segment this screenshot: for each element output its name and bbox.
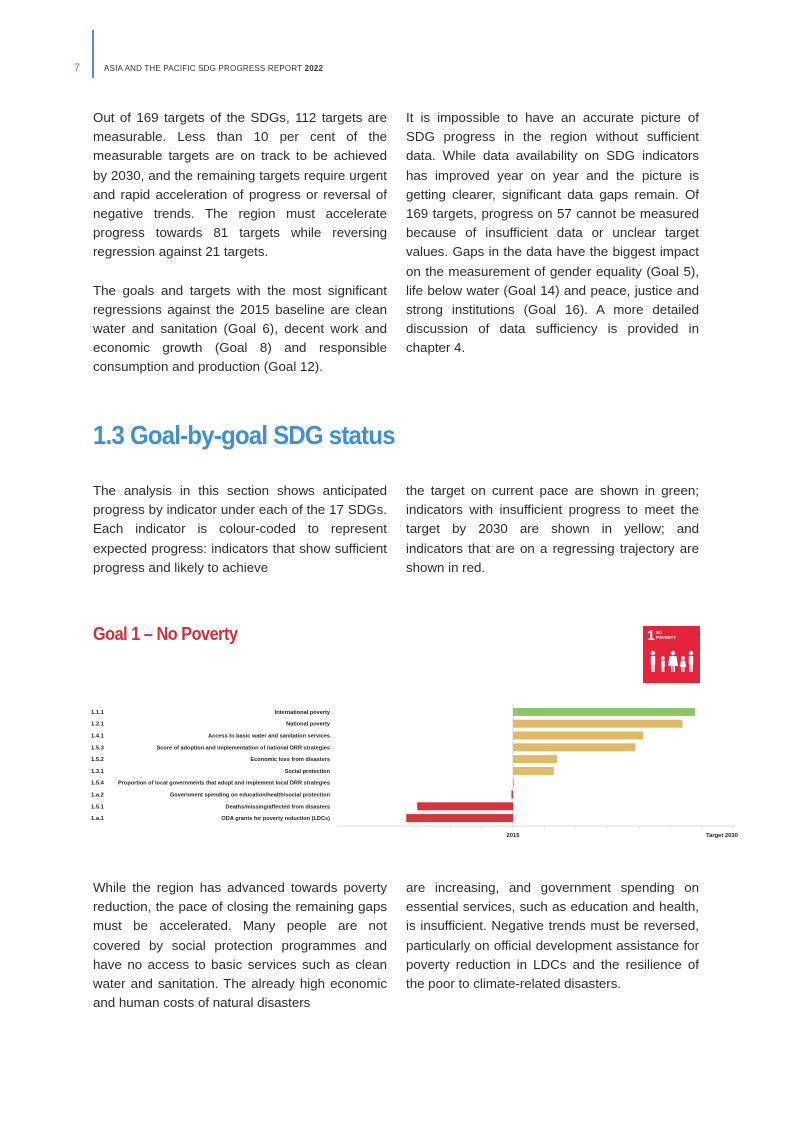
indicator-name: ODA grants for poverty reduction (LDCs) [221, 816, 330, 823]
indicator-name: Social protection [284, 768, 330, 775]
indicator-bar [513, 755, 557, 763]
page-number: 7 [74, 62, 81, 74]
indicator-name: National poverty [286, 721, 330, 728]
indicator-bar [513, 708, 695, 716]
intro-right-column [406, 108, 699, 358]
indicator-bar [513, 720, 683, 728]
running-title [104, 64, 323, 73]
indicator-bar [513, 767, 554, 775]
indicator-code: 1.3.1 [91, 768, 104, 775]
indicator-bar [513, 779, 514, 787]
indicator-code: 1.a.2 [91, 792, 104, 799]
indicator-code: 1.4.1 [91, 733, 104, 740]
indicator-bar [406, 814, 513, 822]
intro-paragraph: The goals and targets with the most significant regressions against the 2015 baseline are clean water and sanitation (Goal 6), decent work and economic growth (Goal 8) and responsible consumption and production (Goal 12). [93, 282, 387, 375]
x-tick-label: 2015 [506, 833, 520, 839]
running-title-text: ASIA AND THE PACIFIC SDG PROGRESS REPORT [104, 64, 303, 73]
family-icon [649, 650, 695, 674]
indicator-code: 1.5.3 [91, 745, 104, 752]
section-paragraph: the target on current pace are shown in green; indicators with insufficient progress to meet the target by 2030 are shown in yellow; and indicators that are on a regressing trajectory are shown in red. [406, 483, 699, 575]
indicator-name: Proportion of local governments that adopt and implement local DRR strategies [118, 780, 330, 787]
page-header [0, 0, 793, 80]
closing-paragraph: are increasing, and government spending on essential services, such as education and health, is insufficient. Negative trends must be reversed, particularly on official development assistance for poverty reduction in LDCs and the resilience of the poor to climate-related disasters. [406, 880, 699, 992]
running-title-year: 2022 [304, 64, 324, 73]
closing-left-column [93, 878, 387, 1012]
goal-badge-number: 1 [647, 627, 655, 643]
indicator-bar [511, 791, 513, 799]
intro-left-column [93, 108, 387, 377]
indicator-code: 1.2.1 [91, 721, 104, 728]
header-divider [92, 30, 94, 78]
x-tick-label: Target 2030 [706, 833, 738, 839]
section-paragraph: The analysis in this section shows anticipated progress by indicator under each of the 17 SDGs. Each indicator is colour-coded to represent expected progress: indicators that show sufficient progress and likely to achieve [93, 483, 387, 575]
indicator-name: Access to basic water and sanitation services [208, 733, 330, 740]
section-left-column [93, 481, 387, 577]
closing-paragraph: While the region has advanced towards poverty reduction, the pace of closing the remaining gaps must be accelerated. Many people are not covered by social protection programmes and have no access to basic services such as clean water and sanitation. The already high economic and human costs of natural disasters [93, 880, 387, 1011]
intro-paragraph: It is impossible to have an accurate picture of SDG progress in the region without sufficient data. While data availability on SDG indicators has improved year on year and the picture is getting clearer, significant data gaps remain. Of 169 targets, progress on 57 cannot be measured because of insufficient data or unclear target values. Gaps in the data have the biggest impact on the measurement of gender equality (Goal 5), life below water (Goal 14) and peace, justice and strong institutions (Goal 16). A more detailed discussion of data sufficiency is provided in chapter 4. [406, 110, 699, 356]
indicator-code: 1.5.4 [91, 780, 104, 787]
indicator-name: Score of adoption and implementation of national DRR strategies [156, 745, 330, 752]
goal-title: Goal 1 – No Poverty [93, 624, 238, 644]
indicator-code: 1.a.1 [91, 816, 104, 823]
indicator-name: Economic loss from disasters [250, 757, 330, 764]
indicator-name: International poverty [274, 709, 330, 716]
section-title: 1.3 Goal-by-goal SDG status [93, 420, 395, 450]
intro-paragraph: Out of 169 targets of the SDGs, 112 targets are measurable. Less than 10 per cent of the measurable targets are on track to be achieved by 2030, and the remaining targets require urgent and rapid acceleration of progress or reversal of negative trends. The region must accelerate progress towards 81 targets while reversing regression against 21 targets. [93, 110, 387, 260]
indicator-code: 1.1.1 [91, 709, 104, 716]
goal-1-badge [643, 626, 700, 683]
indicator-name: Deaths/missing/affected from disasters [225, 804, 330, 811]
indicator-bar [513, 732, 643, 740]
indicator-name: Government spending on education/health/social protection [169, 792, 330, 799]
indicator-bar [513, 743, 635, 751]
goal-badge-label: NO POVERTY [656, 630, 677, 640]
indicator-code: 1.5.2 [91, 757, 104, 764]
indicator-bar [417, 802, 513, 810]
closing-right-column [406, 878, 699, 993]
section-right-column [406, 481, 699, 577]
goal-1-indicator-chart [85, 698, 738, 839]
indicator-code: 1.5.1 [91, 804, 104, 811]
